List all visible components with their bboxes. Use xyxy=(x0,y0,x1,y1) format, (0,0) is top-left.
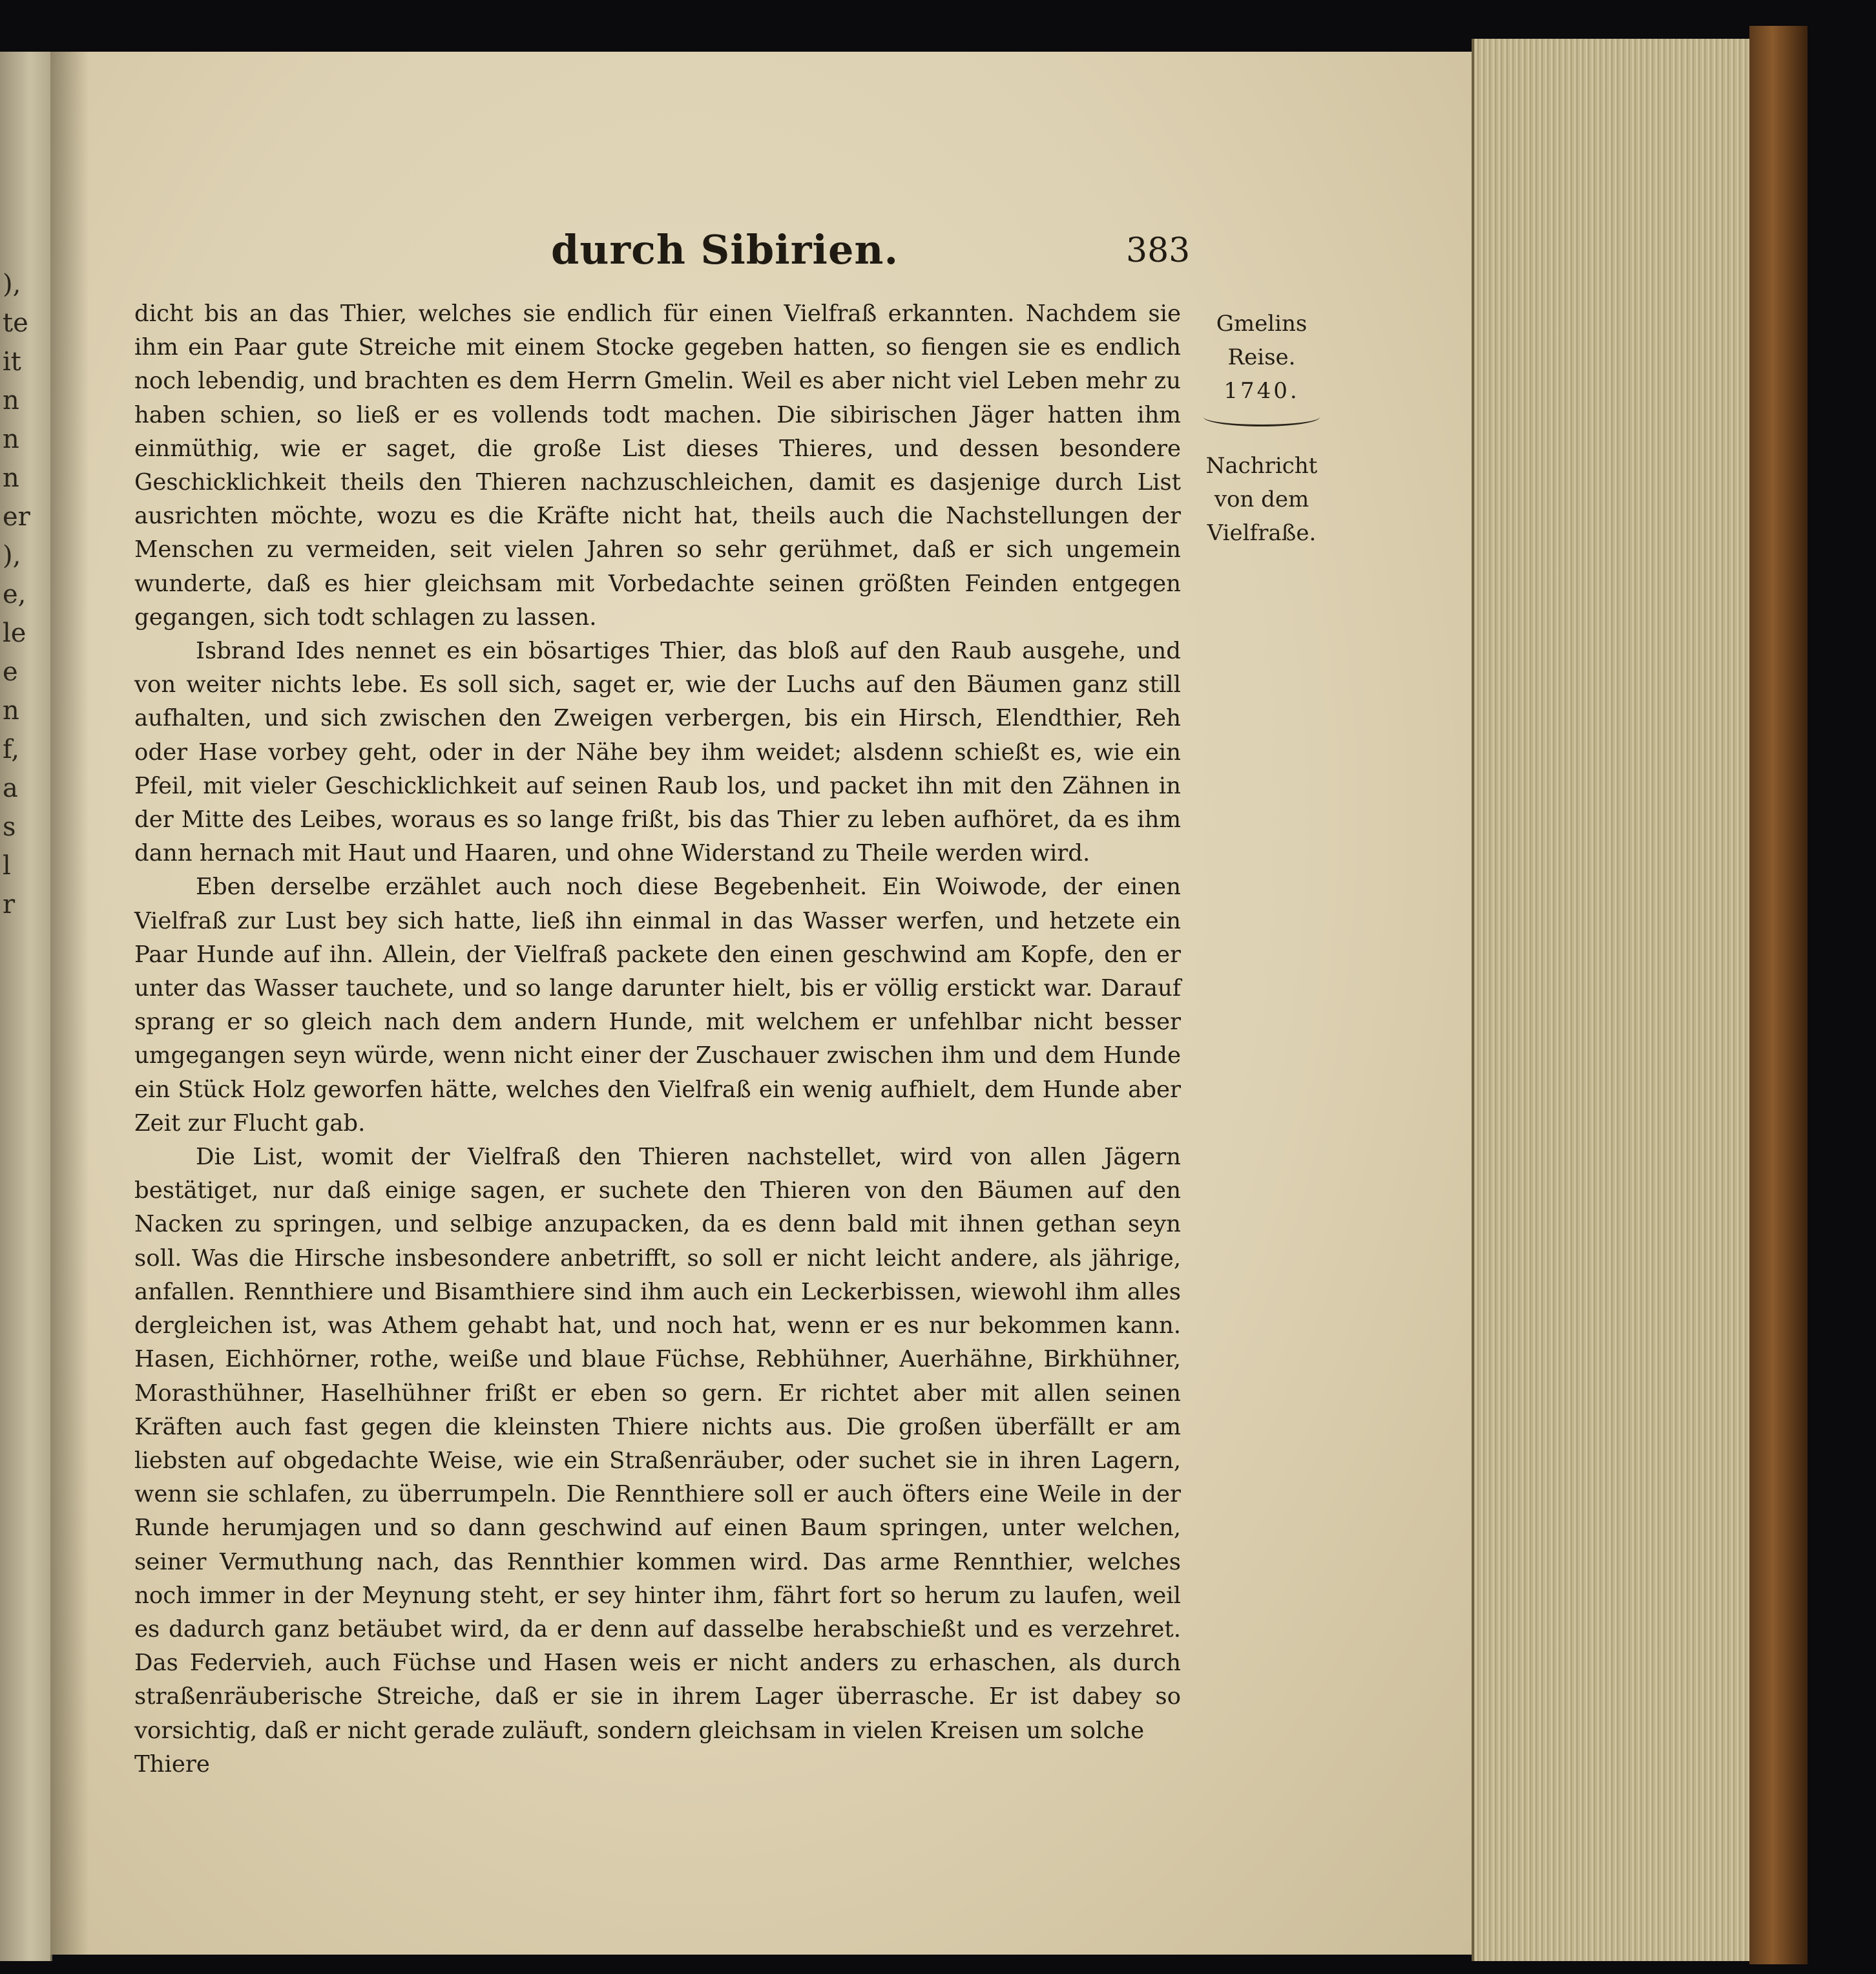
brace-ornament xyxy=(1204,408,1320,426)
margin-fragment: te xyxy=(3,308,28,338)
paragraph: Eben derselbe erzählet auch noch diese Begebenheit. Ein Woiwode, der einen Vielfraß zur Lust bey sich hatte, ließ ihn einmal in das Wasser werfen, und hetzete ein Paar Hunde auf ihn. Allein, der Vielfraß packete den einen geschwind am Kopfe, den er unter das Wasser tauchete, und so lange darunter hielt, bis er völlig erstickt war. Darauf sprang er so gleich nach dem andern Hunde, mit welchem er unfehlbar nicht besser umgegangen seyn würde, wenn nicht einer der Zuschauer zwischen ihm und dem Hunde ein Stück Holz geworfen hätte, welches den Vielfraß ein wenig aufhielt, dem Hunde aber Zeit zur Flucht gab. xyxy=(134,874,1181,1137)
margin-fragment: n xyxy=(3,463,19,493)
margin-note-title: Gmelins xyxy=(1216,311,1308,337)
margin-fragment: n xyxy=(3,696,19,726)
margin-fragment: e xyxy=(3,657,18,687)
margin-fragment: l xyxy=(3,851,11,881)
margin-note-subject: von dem xyxy=(1214,487,1309,512)
margin-note-title: Reise. xyxy=(1227,344,1296,370)
margin-fragment: e, xyxy=(3,580,26,609)
margin-fragment: n xyxy=(3,386,19,415)
paragraph: Isbrand Ides nennet es ein bösartiges Thier, das bloß auf den Raub ausgehe, und von weiter nichts lebe. Es soll sich, saget er, wie der Luchs auf den Bäumen ganz still aufhalten, und sich zwischen den Zweigen verbergen, bis ein Hirsch, Elendthier, Reh oder Hase vorbey geht, oder in der Nähe bey ihm weidet; alsdenn schießt es, wie ein Pfeil, mit vieler Geschicklichkeit auf seinen Raub los, und packet ihn mit den Zähnen in der Mitte des Leibes, woraus es so lange frißt, bis das Thier zu leben aufhöret, da es ihm dann hernach mit Haut und Haaren, und ohne Widerstand zu Theile werden wird. xyxy=(134,638,1181,867)
margin-fragment: le xyxy=(3,618,26,648)
running-header xyxy=(50,226,1191,284)
left-page-edge xyxy=(0,52,52,1961)
margin-fragment: s xyxy=(3,812,16,842)
margin-fragment: n xyxy=(3,425,19,454)
margin-notes xyxy=(1194,307,1329,550)
margin-note-subject: Vielfraße. xyxy=(1207,520,1317,546)
paragraph: Die List, womit der Vielfraß den Thieren nachstellet, wird von allen Jägern bestätiget, nur daß einige sagen, er suchete den Thieren von den Bäumen auf den Nacken zu springen, und selbige anzupacken, da es denn bald mit ihnen gethan seyn soll. Was die Hirsche insbesondere anbetrifft, so soll er nicht leicht andere, als jährige, anfallen. Rennthiere und Bisamthiere sind ihm auch ein Leckerbissen, wiewohl ihm alles dergleichen ist, was Athem gehabt hat, und noch hat, wenn er es nur bekommen kann. Hasen, Eichhörner, rothe, weiße und blaue Füchse, Rebhühner, Auerhähne, Birkhühner, Morasthühner, Haselhühner frißt er eben so gern. Er richtet aber mit allen seinen Kräften auch fast gegen die kleinsten Thiere nichts aus. Die großen überfällt er am liebsten auf obgedachte Weise, wie ein Straßenräuber, oder suchet sie in ihren Lagern, wenn sie schlafen, zu überrumpeln. Die Rennthiere soll er auch öfters eine Weile in der Runde herumjagen und so dann geschwind auf einen Baum springen, unter welchen, seiner Vermuthung nach, das Rennthier kommen wird. Das arme Rennthier, welches noch immer in der Meynung steht, er sey hinter ihm, fährt fort so herum zu laufen, weil es dadurch ganz betäubet wird, da er denn auf dasselbe herabschießt und es verzehret. Das Federvieh, auch Füchse und Hasen weis er nicht anders zu erhaschen, als durch straßenräuberische Streiche, daß er sie in ihrem Lager überrasche. Er ist dabey so vorsichtig, daß er nicht gerade zuläuft, sondern gleichsam in vielen Kreisen um solche xyxy=(134,1144,1181,1744)
gutter-shadow xyxy=(50,52,89,1955)
page-block-edges xyxy=(1472,39,1752,1961)
running-title: durch Sibirien. xyxy=(551,226,899,273)
leather-cover-edge xyxy=(1749,26,1808,1964)
margin-fragment: ), xyxy=(3,541,21,571)
page-number: 383 xyxy=(1126,231,1191,270)
margin-fragment: f, xyxy=(3,735,20,764)
paragraph: dicht bis an das Thier, welches sie endlich für einen Vielfraß erkannten. Nachdem sie ihm ein Paar gute Streiche mit einem Stocke gegeben hatten, so fiengen sie es endlich noch lebendig, und brachten es dem Herrn Gmelin. Weil es aber nicht viel Leben mehr zu haben schien, so ließ er es vollends todt machen. Die sibirischen Jäger hatten ihm einmüthig, wie er saget, die große List dieses Thieres, und dessen besondere Geschicklichkeit theils den Thieren nachzuschleichen, damit es dasjenige durch List ausrichten möchte, wozu es die Kräfte nicht hat, theils auch die Nachstellungen der Menschen zu vermeiden, seit vielen Jahren so sehr gerühmet, daß er sich ungemein wunderte, daß es hier gleichsam mit Vorbedachte seinen größten Feinden entgegen gegangen, sich todt schlagen zu lassen. xyxy=(134,300,1181,631)
margin-note-subject: Nachricht xyxy=(1205,453,1318,479)
margin-fragment: it xyxy=(3,347,21,377)
main-text-column xyxy=(134,297,1181,1781)
margin-fragment: a xyxy=(3,773,18,803)
book-page xyxy=(50,52,1472,1955)
margin-fragment: r xyxy=(3,890,16,919)
margin-fragment: er xyxy=(3,502,30,532)
catchword: Thiere xyxy=(134,1750,210,1778)
margin-note-year: 1740. xyxy=(1224,378,1300,404)
margin-fragment: ), xyxy=(3,269,21,299)
left-page-margin-fragments xyxy=(3,265,30,924)
